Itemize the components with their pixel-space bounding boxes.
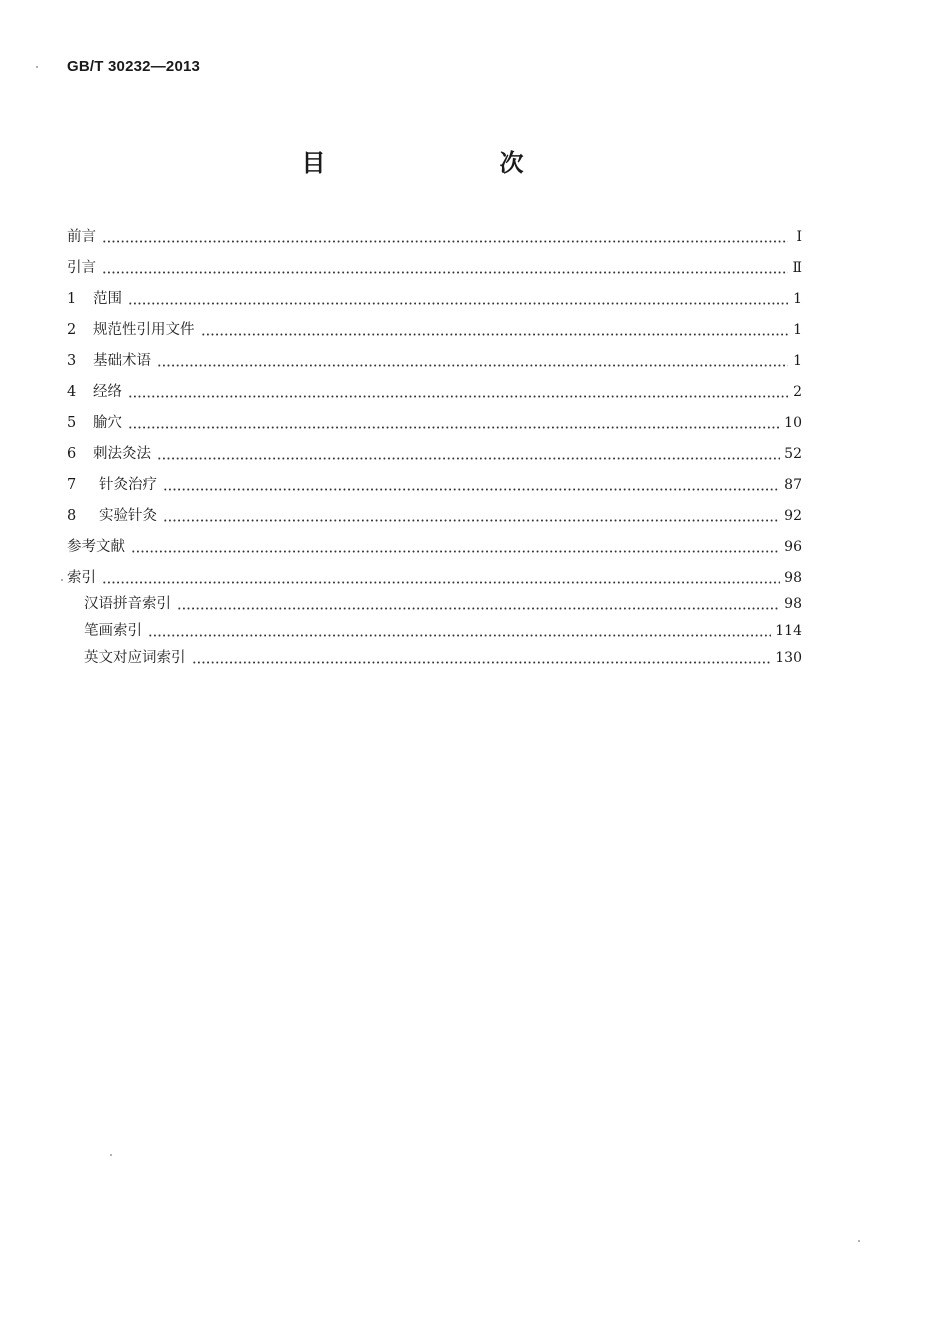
toc-entry	[67, 443, 802, 465]
page-title: 目 次	[301, 149, 566, 177]
toc-leader-dots	[157, 457, 780, 460]
toc-leader-dots	[128, 426, 780, 429]
toc-page-number: 1	[793, 353, 802, 369]
toc-section-number: 2	[67, 322, 77, 338]
toc-section-number: 4	[67, 384, 77, 400]
toc-leader-dots	[102, 271, 788, 274]
toc-entry-title: 范围	[93, 291, 122, 307]
toc-page-number: 87	[784, 477, 802, 493]
toc-section-number: 7	[67, 477, 77, 493]
toc-leader-dots	[128, 302, 788, 305]
toc-page-number: 1	[793, 322, 802, 338]
scan-speck	[61, 579, 63, 581]
toc-entry-title: 针灸治疗	[99, 477, 157, 493]
toc-entry	[67, 567, 802, 589]
toc-section-number: 8	[67, 508, 77, 524]
toc-section-number: 6	[67, 446, 77, 462]
toc-leader-dots	[148, 634, 771, 637]
toc-page-number: 2	[793, 384, 802, 400]
toc-entry-title: 参考文献	[67, 539, 125, 555]
toc-page-number: 10	[784, 415, 802, 431]
toc-entry-title: 索引	[67, 570, 96, 586]
scan-speck	[110, 1154, 112, 1156]
toc-page-number: 98	[784, 596, 802, 612]
toc-page-number: 92	[784, 508, 802, 524]
toc-entry	[84, 593, 802, 615]
toc-entry	[67, 350, 802, 372]
toc-page-number: 96	[784, 539, 802, 555]
toc-entry-title: 实验针灸	[99, 508, 157, 524]
toc-entry-title: 引言	[67, 260, 96, 276]
toc-leader-dots	[163, 519, 780, 522]
toc-page-number: 98	[784, 570, 802, 586]
toc-page-number: Ⅱ	[792, 260, 802, 276]
toc-section-number: 1	[67, 291, 77, 307]
toc-entry-title: 腧穴	[93, 415, 122, 431]
toc-entry-title: 汉语拼音索引	[84, 596, 171, 612]
toc-entry-title: 英文对应词索引	[84, 650, 186, 666]
toc-leader-dots	[201, 333, 789, 336]
toc-entry	[67, 536, 802, 558]
scan-speck	[858, 1240, 860, 1242]
toc-leader-dots	[102, 581, 780, 584]
scan-speck	[36, 66, 38, 68]
toc-entry	[84, 647, 802, 669]
toc-page-number: 52	[784, 446, 802, 462]
toc-leader-dots	[102, 240, 788, 243]
toc-leader-dots	[192, 661, 772, 664]
toc-entry-title: 基础术语	[93, 353, 151, 369]
toc-page-number: 114	[775, 623, 802, 639]
toc-entry-title: 刺法灸法	[93, 446, 151, 462]
toc-page-number: 130	[775, 650, 802, 666]
toc-entry	[67, 226, 802, 248]
toc-section-number: 3	[67, 353, 77, 369]
toc-leader-dots	[163, 488, 780, 491]
toc-page-number: Ⅰ	[796, 229, 802, 245]
toc-leader-dots	[131, 550, 780, 553]
toc-entry	[67, 257, 802, 279]
toc-section-number: 5	[67, 415, 77, 431]
toc-leader-dots	[128, 395, 788, 398]
standard-code: GB/T 30232—2013	[67, 58, 201, 75]
toc-entry-title: 前言	[67, 229, 96, 245]
toc-leader-dots	[177, 607, 780, 610]
toc-entry	[67, 381, 802, 403]
toc-entry	[67, 474, 802, 496]
toc-entry-title: 笔画索引	[84, 623, 142, 639]
toc-entry	[67, 319, 802, 341]
toc-page-number: 1	[793, 291, 802, 307]
toc-entry-title: 规范性引用文件	[93, 322, 195, 338]
toc-entry	[84, 620, 802, 642]
toc-entry	[67, 412, 802, 434]
toc-entry	[67, 505, 802, 527]
toc-entry-title: 经络	[93, 384, 122, 400]
toc-entry	[67, 288, 802, 310]
toc-leader-dots	[157, 364, 788, 367]
